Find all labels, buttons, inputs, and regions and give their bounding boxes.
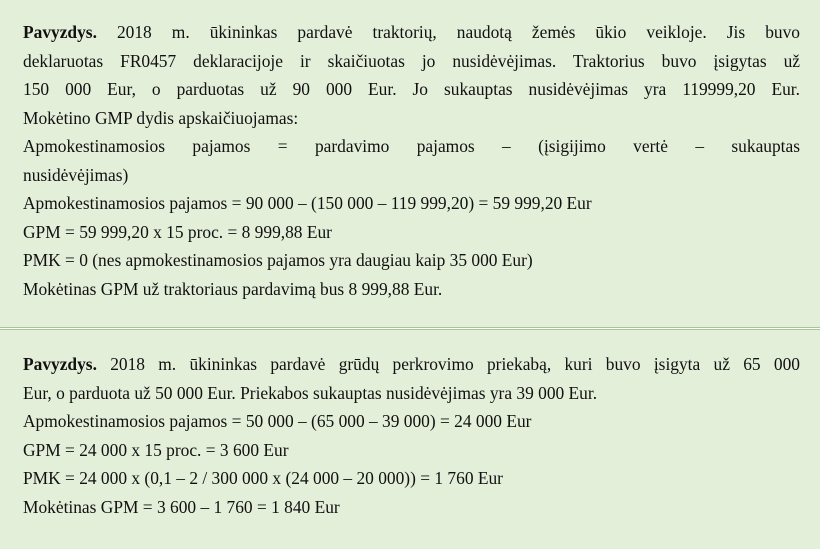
example-line-text: 2018 m. ūkininkas pardavė traktorių, naudotą žemės ūkio veikloje. Jis buvo: [96, 22, 800, 42]
example-line: GPM = 24 000 x 15 proc. = 3 600 Eur: [23, 439, 289, 460]
example-line: GPM = 59 999,20 x 15 proc. = 8 999,88 Eur: [23, 221, 332, 242]
example-line: PMK = 24 000 x (0,1 – 2 / 300 000 x (24 000 – 20 000)) = 1 760 Eur: [23, 468, 503, 488]
example-line-text: 2018 m. ūkininkas pardavė grūdų perkrovimo priekabą, kuri buvo įsigyta už 65 000: [96, 354, 800, 374]
example-line: deklaruotas FR0457 deklaracijoje ir skaičiuotas jo nusidėvėjimas. Traktorius buvo įsigytas už: [23, 50, 800, 71]
example-line: Mokėtino GMP dydis apskaičiuojamas:: [23, 107, 299, 128]
example-line: [23, 18, 800, 47]
example-line: Mokėtinas GPM už traktoriaus pardavimą bus 8 999,88 Eur.: [23, 278, 443, 299]
example-lead: Pavyzdys.: [23, 354, 97, 374]
example-text: [23, 350, 800, 521]
example-lead: Pavyzdys.: [23, 22, 97, 42]
example-line: [23, 350, 800, 379]
example-line: Apmokestinamosios pajamos = 90 000 – (150 000 – 119 999,20) = 59 999,20 Eur: [23, 193, 592, 213]
example-text: [23, 18, 800, 303]
example-line: Apmokestinamosios pajamos = pardavimo pajamos – (įsigijimo vertė – sukauptas: [23, 136, 800, 156]
example-line: 150 000 Eur, o parduotas už 90 000 Eur. Jo sukauptas nusidėvėjimas yra 119999,20 Eur.: [23, 79, 800, 99]
example-line: PMK = 0 (nes apmokestinamosios pajamos yra daugiau kaip 35 000 Eur): [23, 250, 533, 270]
example-line: Eur, o parduota už 50 000 Eur. Priekabos sukauptas nusidėvėjimas yra 39 000 Eur.: [23, 382, 598, 403]
example-line: Mokėtinas GPM = 3 600 – 1 760 = 1 840 Eur: [23, 496, 340, 517]
example-box-trailer: [0, 329, 820, 549]
example-line: Apmokestinamosios pajamos = 50 000 – (65 000 – 39 000) = 24 000 Eur: [23, 411, 532, 431]
example-line: nusidėvėjimas): [23, 164, 129, 185]
